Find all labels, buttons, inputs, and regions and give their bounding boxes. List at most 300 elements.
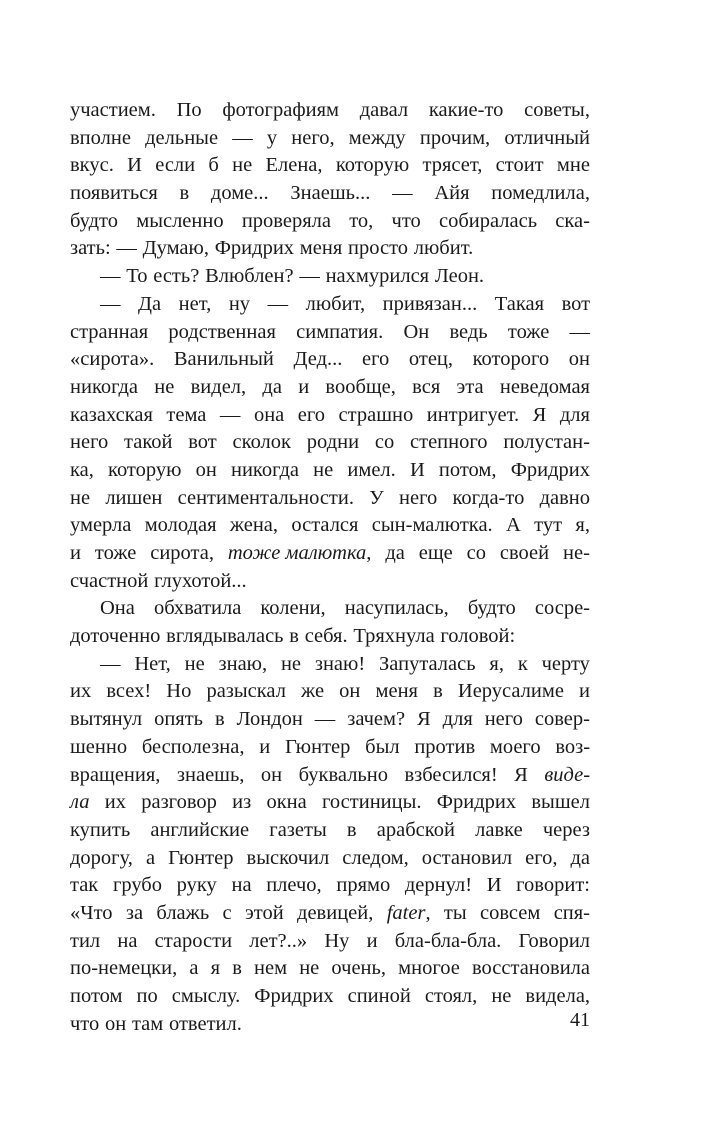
word xyxy=(70,208,136,236)
word xyxy=(420,125,504,153)
text-line xyxy=(70,983,590,1011)
word-text: то, xyxy=(349,209,374,232)
word xyxy=(444,900,480,928)
word-text: Она xyxy=(100,597,135,620)
word-text: выскочил xyxy=(246,846,330,869)
word-text: я xyxy=(210,957,221,980)
word xyxy=(179,291,229,319)
text-line xyxy=(70,734,590,762)
word-text: если xyxy=(155,154,196,177)
word xyxy=(126,263,153,291)
word-text: его xyxy=(297,403,326,426)
word xyxy=(215,706,237,734)
word xyxy=(266,872,336,900)
word-text: старости xyxy=(154,929,233,952)
word-text: сентиментальности. xyxy=(177,486,354,509)
word xyxy=(177,97,223,125)
word xyxy=(495,291,562,319)
word xyxy=(542,651,590,679)
word-text: он xyxy=(195,458,217,481)
word-text: И xyxy=(127,154,142,177)
word xyxy=(154,374,190,402)
word xyxy=(429,97,524,125)
word xyxy=(134,651,184,679)
word xyxy=(439,208,555,236)
word xyxy=(506,512,534,540)
word-text: грубо xyxy=(112,874,162,897)
word-text: их xyxy=(104,791,126,814)
word-text: арабской xyxy=(376,818,455,841)
word-text: следом, xyxy=(342,846,409,869)
word-text: и xyxy=(579,680,591,703)
word xyxy=(156,900,222,928)
word xyxy=(434,180,491,208)
word xyxy=(336,872,405,900)
word xyxy=(211,955,233,983)
word-text: Леон. xyxy=(434,265,485,288)
word-text: блажь xyxy=(156,901,210,924)
word xyxy=(299,263,325,291)
word xyxy=(206,678,301,706)
word-text: головой: xyxy=(440,625,516,648)
word xyxy=(70,734,142,762)
word-text: лишен xyxy=(105,486,163,509)
word-text: еще xyxy=(418,542,453,564)
word-text: лавке xyxy=(475,818,523,841)
word xyxy=(70,235,116,263)
word-text: многое xyxy=(398,957,460,980)
word-text: смыслу. xyxy=(171,985,241,1007)
word xyxy=(230,512,292,540)
word xyxy=(360,97,429,125)
word xyxy=(137,983,172,1011)
word xyxy=(260,595,344,623)
word xyxy=(70,1011,105,1039)
word xyxy=(347,817,377,845)
word xyxy=(223,900,245,928)
word xyxy=(232,789,266,817)
word-text: тоже xyxy=(94,542,137,564)
word xyxy=(422,845,525,873)
word-text: вышел xyxy=(531,791,590,814)
word xyxy=(254,955,299,983)
word-text: Нет, xyxy=(134,652,171,675)
word xyxy=(291,512,371,540)
word-text: дернул! xyxy=(404,874,473,897)
word xyxy=(281,651,315,679)
word xyxy=(290,180,392,208)
word-text: которую xyxy=(335,154,410,177)
word-text: ответил. xyxy=(168,1012,242,1035)
word-text: вытянул xyxy=(70,708,143,731)
word xyxy=(560,402,590,430)
word xyxy=(166,678,206,706)
word xyxy=(525,845,570,873)
word-text: да xyxy=(385,542,405,564)
word xyxy=(291,125,349,153)
word-text: — xyxy=(232,126,253,149)
word xyxy=(467,540,500,568)
word xyxy=(95,540,150,568)
text-line xyxy=(70,152,590,180)
word xyxy=(222,97,359,125)
word xyxy=(305,623,354,651)
word xyxy=(299,955,331,983)
word-text: восстановила xyxy=(471,957,590,980)
word xyxy=(70,152,127,180)
word xyxy=(211,180,290,208)
word-text: , xyxy=(366,542,372,564)
word xyxy=(231,872,266,900)
word-text: отличный xyxy=(504,126,590,149)
word-text: да xyxy=(262,375,282,398)
word-text: глухотой... xyxy=(154,569,247,592)
italic-word: виде- xyxy=(544,763,591,786)
word-text: есть? xyxy=(153,265,200,288)
word-text: — xyxy=(392,182,413,205)
word-text: участием. xyxy=(70,99,156,121)
word xyxy=(392,180,434,208)
word xyxy=(106,678,166,706)
word xyxy=(325,374,412,402)
word xyxy=(70,402,166,430)
word xyxy=(353,623,440,651)
word xyxy=(70,872,113,900)
word xyxy=(399,485,452,513)
word xyxy=(142,734,259,762)
word-text: насупилась, xyxy=(344,597,449,620)
text-line xyxy=(70,512,590,540)
word-text: у xyxy=(266,126,278,149)
word-text: полустан- xyxy=(503,431,590,454)
word xyxy=(348,235,414,263)
word-text: — xyxy=(267,292,289,315)
word-text: против xyxy=(414,735,476,758)
word xyxy=(392,208,439,236)
word-text: Иерусалиме xyxy=(457,680,564,703)
word xyxy=(298,402,339,430)
word-text: со xyxy=(374,431,395,454)
word-text: да xyxy=(570,846,591,869)
text-line xyxy=(70,872,590,900)
word xyxy=(410,429,503,457)
word xyxy=(259,734,285,762)
word xyxy=(516,872,590,900)
word-text: совер- xyxy=(534,708,590,731)
word xyxy=(504,125,590,153)
word-text: имел. xyxy=(347,458,396,481)
word-text: вглядывалась xyxy=(166,625,284,648)
word xyxy=(473,346,569,374)
word xyxy=(70,319,168,347)
word xyxy=(289,623,304,651)
word xyxy=(136,208,242,236)
word-text: степного xyxy=(410,431,488,454)
word xyxy=(254,402,298,430)
italic-word: ла xyxy=(70,791,90,814)
word-text: Я xyxy=(417,708,431,731)
word-text: он xyxy=(260,763,283,786)
word xyxy=(70,817,150,845)
word-text: его, xyxy=(525,846,558,869)
word xyxy=(367,928,395,956)
word-text: видела, xyxy=(525,985,591,1007)
word-text: окна xyxy=(266,791,307,814)
word xyxy=(219,651,281,679)
word xyxy=(410,457,439,485)
word-text: сосре- xyxy=(534,597,590,620)
word-text: А xyxy=(506,514,521,537)
text-line xyxy=(70,762,590,790)
word-text: ка, xyxy=(70,458,94,481)
word xyxy=(208,152,232,180)
word xyxy=(168,319,296,347)
word xyxy=(555,208,590,236)
word xyxy=(229,291,268,319)
word xyxy=(449,319,507,347)
text-line xyxy=(70,789,590,817)
word xyxy=(440,623,521,651)
word-text: спиной xyxy=(347,985,411,1007)
word-text: разыскал xyxy=(206,680,286,703)
word xyxy=(531,789,590,817)
word-text: буквально xyxy=(298,763,388,786)
word xyxy=(168,845,246,873)
word xyxy=(326,263,435,291)
word-text: газеты xyxy=(269,818,327,841)
word-text: молодая xyxy=(144,514,217,537)
word-text: черту xyxy=(541,652,590,675)
word-text: нем xyxy=(254,957,288,980)
word xyxy=(249,928,324,956)
word xyxy=(414,235,479,263)
word-text: жена, xyxy=(229,514,279,537)
word-text: трясет, xyxy=(422,154,483,177)
word xyxy=(315,706,347,734)
word-text: меня xyxy=(299,237,343,260)
word-text: вращения, xyxy=(70,763,161,786)
word xyxy=(379,651,489,679)
word-text: не- xyxy=(563,542,590,564)
word xyxy=(166,623,289,651)
word xyxy=(457,374,500,402)
word-text: знаю, xyxy=(218,652,268,675)
word xyxy=(166,402,220,430)
word-text: Фридрих xyxy=(214,237,295,260)
word-text: Он xyxy=(403,320,430,343)
word xyxy=(377,817,475,845)
word xyxy=(324,928,366,956)
word-text: всех! xyxy=(106,680,152,703)
text-line xyxy=(70,263,590,291)
word xyxy=(403,319,449,347)
word-text: прямо xyxy=(336,874,391,897)
word xyxy=(105,789,142,817)
word xyxy=(191,374,263,402)
text-line xyxy=(70,817,590,845)
word-text: Я xyxy=(532,403,547,426)
word-text: не xyxy=(70,486,91,509)
word xyxy=(70,180,179,208)
word xyxy=(534,512,575,540)
word-text: в xyxy=(289,625,299,648)
text-line xyxy=(70,623,590,651)
word-text: привязан... xyxy=(382,292,478,315)
word-text: неведомая xyxy=(499,375,590,398)
word xyxy=(301,678,339,706)
word-text: будто xyxy=(467,597,516,620)
word xyxy=(433,678,458,706)
word xyxy=(143,235,215,263)
word xyxy=(480,900,554,928)
word xyxy=(570,845,590,873)
word-text: Влюблен? xyxy=(205,265,294,288)
word-text: Я xyxy=(514,763,528,786)
word xyxy=(468,595,535,623)
word xyxy=(70,678,106,706)
word-text: вообще, xyxy=(325,375,396,398)
word xyxy=(174,346,294,374)
word-text: любит, xyxy=(305,292,366,315)
word-text: в xyxy=(214,708,225,731)
word-text: своей xyxy=(499,542,550,564)
word xyxy=(458,678,579,706)
word-text: будто xyxy=(70,209,118,232)
word xyxy=(70,429,124,457)
word-text: совсем xyxy=(480,901,541,924)
word-text: тоже xyxy=(507,320,550,343)
word-text: никогда xyxy=(230,458,299,481)
word xyxy=(70,983,137,1011)
word xyxy=(100,651,134,679)
word xyxy=(146,845,168,873)
text-line xyxy=(70,457,590,485)
word-text: дорогу, xyxy=(70,846,133,869)
word xyxy=(70,374,154,402)
word-text: По xyxy=(176,99,202,121)
word xyxy=(141,789,232,817)
word-text: их xyxy=(70,680,92,703)
word-text: И xyxy=(409,458,425,481)
word-text: очень, xyxy=(331,957,386,980)
word xyxy=(154,595,260,623)
word xyxy=(145,512,230,540)
word xyxy=(540,485,590,513)
word xyxy=(154,706,215,734)
word xyxy=(518,928,590,956)
word-text: Да xyxy=(138,292,162,315)
word-text: остался xyxy=(291,514,359,537)
word-text: на xyxy=(231,874,252,897)
word xyxy=(443,706,485,734)
word-text: не xyxy=(299,957,320,980)
text-line xyxy=(70,374,590,402)
word-text: я, xyxy=(575,514,590,537)
word-text: меня xyxy=(375,680,418,703)
word-text: него, xyxy=(291,126,335,149)
word xyxy=(362,346,409,374)
word xyxy=(169,1011,248,1039)
word xyxy=(570,319,591,347)
word-text: Ну xyxy=(324,929,350,952)
word-text: Гюнтер xyxy=(284,735,351,758)
word xyxy=(387,900,444,928)
word-text: казахская xyxy=(70,403,153,426)
word xyxy=(569,346,590,374)
word xyxy=(70,845,146,873)
word-text: обхватила xyxy=(153,597,242,620)
word xyxy=(503,429,590,457)
word-text: просто xyxy=(348,237,409,260)
word xyxy=(554,900,590,928)
word-text: так xyxy=(70,874,99,897)
word-text: английские xyxy=(150,818,250,841)
word xyxy=(414,734,490,762)
word-text: вполне xyxy=(70,126,131,149)
text-line xyxy=(70,485,590,513)
word-text: Думаю, xyxy=(142,237,209,260)
word xyxy=(70,928,117,956)
word xyxy=(296,319,403,347)
word xyxy=(376,678,434,706)
word xyxy=(425,983,491,1011)
word-text: между xyxy=(348,126,406,149)
word-text: дельные xyxy=(145,126,219,149)
word-text: с xyxy=(222,901,232,924)
word-text: тема xyxy=(166,403,207,426)
word-text: ска- xyxy=(555,209,590,232)
word xyxy=(427,402,533,430)
word xyxy=(372,512,506,540)
page-number: 41 xyxy=(570,1009,590,1031)
word-text: ну xyxy=(228,292,251,315)
word xyxy=(297,900,387,928)
word-text: я, xyxy=(489,652,504,675)
word-text: доме... xyxy=(210,182,269,205)
word xyxy=(261,762,299,790)
word-text: такой xyxy=(124,431,173,454)
word-text: в xyxy=(433,680,443,703)
word-text: советы, xyxy=(524,99,590,121)
word-text: Но xyxy=(166,680,192,703)
word-text: фотографиям xyxy=(222,99,339,121)
word xyxy=(562,291,590,319)
text-line xyxy=(70,97,590,125)
word-text: — xyxy=(219,403,241,426)
word xyxy=(487,872,516,900)
word xyxy=(375,429,410,457)
word-text: на xyxy=(117,929,138,952)
word-text: мне xyxy=(556,154,590,177)
word-text: доточенно xyxy=(70,625,161,648)
word xyxy=(188,429,232,457)
word-text: для xyxy=(559,403,590,426)
word-text: стоял, xyxy=(424,985,478,1007)
word xyxy=(153,263,205,291)
word xyxy=(405,872,487,900)
word xyxy=(232,125,267,153)
word-text: зачем? xyxy=(347,708,406,731)
word-text: не xyxy=(313,458,334,481)
word xyxy=(298,374,325,402)
word-text: купить xyxy=(70,818,131,841)
text-line xyxy=(70,568,590,596)
word-text: воз- xyxy=(555,735,591,758)
word xyxy=(579,678,590,706)
word-text: он xyxy=(568,348,590,371)
word xyxy=(113,872,177,900)
word xyxy=(339,402,427,430)
